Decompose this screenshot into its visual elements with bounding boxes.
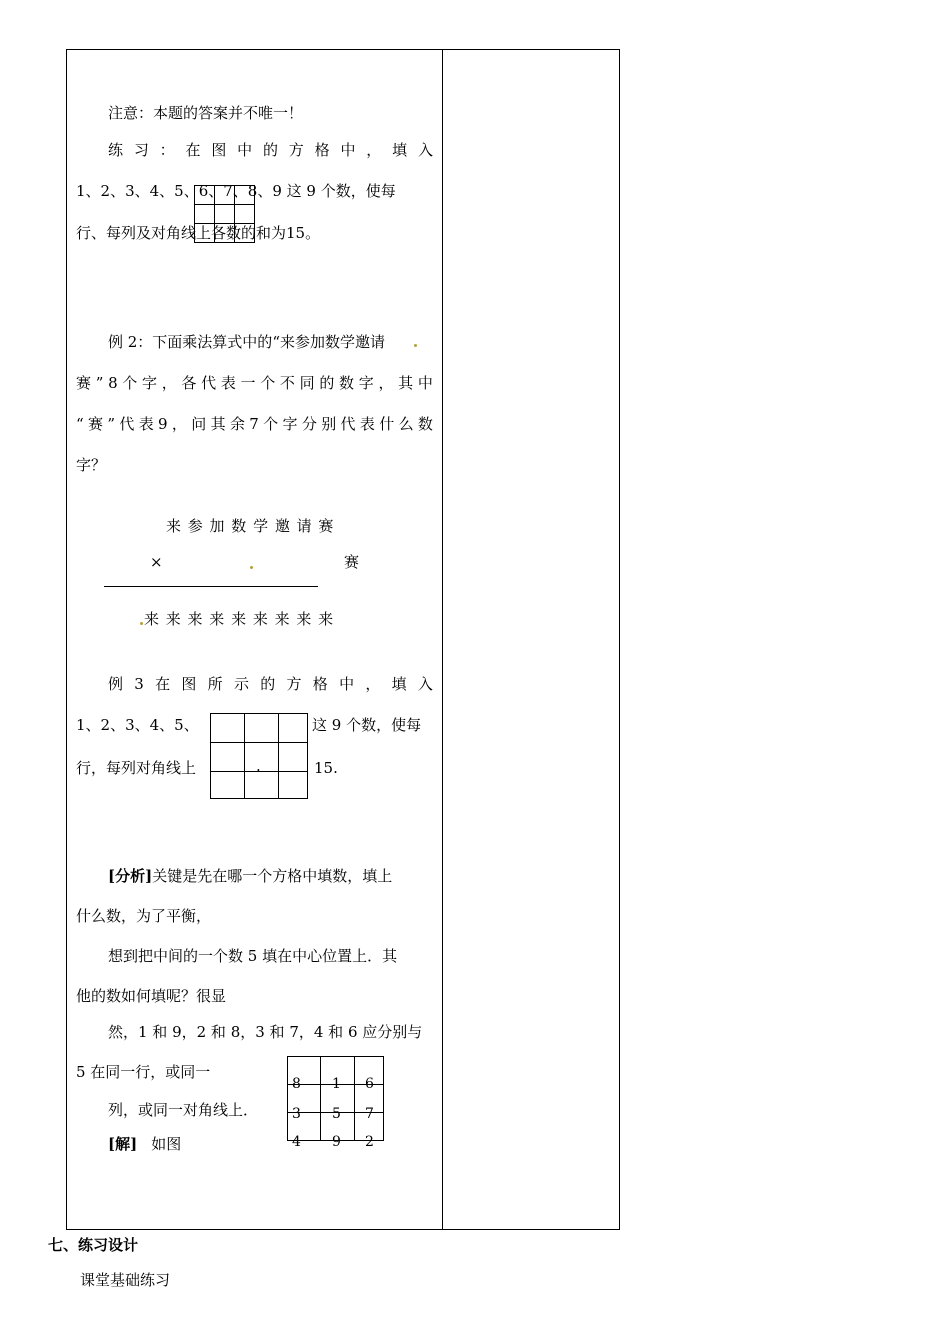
analysis-line-5: 然，1 和 9，2 和 8，3 和 7，4 和 6 应分别与	[108, 1023, 423, 1041]
example2-line-1: 例 2：下面乘法算式中的“来参加数学邀请	[108, 333, 385, 351]
equation-product: 来 来 来 来 来 来 来 来 来	[144, 610, 335, 628]
stray-mark	[414, 344, 417, 347]
example2-char: 不	[279, 374, 295, 392]
grid-dot: .	[256, 757, 261, 775]
example2-char: 代	[340, 415, 356, 433]
analysis-line-2: 什么数，为了平衡，	[76, 907, 212, 925]
magic-square-cell: 3	[292, 1106, 301, 1122]
example2-line-3	[76, 414, 433, 434]
magic-square-cell: 5	[332, 1106, 341, 1122]
example2-char: 中	[417, 374, 433, 392]
analysis-line-4: 他的数如何填呢？很显	[76, 987, 227, 1005]
example2-char: ，	[161, 374, 177, 392]
example2-char: 别	[321, 415, 337, 433]
exercise-char: 在	[185, 141, 201, 159]
example2-line-2	[76, 373, 433, 393]
example2-char: 其	[398, 374, 414, 392]
exercise-line-3: 行、每列及对角线上各数的和为15。	[76, 224, 321, 242]
exercise-char: 习	[133, 141, 149, 159]
example2-char: 什	[379, 415, 395, 433]
stray-mark	[140, 622, 143, 625]
exercise-char: 中	[237, 141, 253, 159]
example2-char: 么	[398, 415, 414, 433]
example3-char: 填	[391, 675, 407, 693]
example2-char: 一	[240, 374, 256, 392]
exercise-char: 方	[288, 141, 304, 159]
analysis-line-6: 5 在同一行，或同一	[76, 1063, 211, 1081]
stray-mark	[250, 566, 253, 569]
example2-char: 代	[201, 374, 217, 392]
example3-char: 所	[207, 675, 223, 693]
analysis-text: 关键是先在哪一个方格中填数，填上	[152, 867, 393, 885]
example2-char: 分	[301, 415, 317, 433]
analysis-line-1	[108, 866, 392, 886]
example3-line-3-right: 15.	[314, 759, 338, 777]
example2-char: 8	[108, 374, 118, 392]
example2-char: “	[76, 415, 84, 433]
example2-char: 数	[339, 374, 355, 392]
example2-char: 表	[359, 415, 375, 433]
magic-square-cell: 2	[365, 1134, 374, 1150]
magic-square-cell: 8	[292, 1076, 301, 1092]
magic-square-cell: 9	[332, 1134, 341, 1150]
example3-char: 方	[286, 675, 302, 693]
example3-char: 示	[233, 675, 249, 693]
example2-char: 字	[142, 374, 158, 392]
example2-char: 代	[119, 415, 135, 433]
example2-char: 字	[282, 415, 298, 433]
solution-line	[108, 1134, 181, 1154]
exercise-char: 练	[108, 141, 124, 159]
exercise-line-2: 1、2、3、4、5、6、7、8、9 这 9 个数，使每	[76, 182, 396, 200]
example3-char: 3	[134, 675, 144, 693]
example3-line-1	[108, 674, 433, 694]
exercise-char: 格	[314, 141, 330, 159]
example2-char: ，	[378, 374, 394, 392]
example2-char: 表	[138, 415, 154, 433]
exercise-char: ，	[366, 141, 382, 159]
analysis-tag: [分析]	[108, 867, 153, 885]
example3-char: 格	[312, 675, 328, 693]
analysis-line-7: 列，或同一对角线上．	[108, 1101, 259, 1119]
magic-square-grid	[287, 1056, 384, 1141]
example2-char: 其	[210, 415, 226, 433]
example2-char: 个	[263, 415, 279, 433]
example3-char: 中	[339, 675, 355, 693]
magic-square-cell: 6	[365, 1076, 374, 1092]
example2-char: ，	[171, 415, 187, 433]
example2-char: 个	[260, 374, 276, 392]
magic-square-cell: 4	[292, 1134, 301, 1150]
exercise-char: 入	[417, 141, 433, 159]
example3-char: ，	[365, 675, 381, 693]
equation-underline	[104, 586, 318, 587]
section7-heading: 七、练习设计	[48, 1236, 139, 1254]
example3-line-2-right: 这 9 个数，使每	[312, 716, 422, 734]
example2-char: ”	[95, 374, 104, 392]
example2-char: 字	[358, 374, 374, 392]
exercise-char: 填	[392, 141, 408, 159]
example2-char: 各	[181, 374, 197, 392]
example2-char: 个	[122, 374, 138, 392]
example2-char: 赛	[88, 415, 104, 433]
column-divider	[442, 49, 443, 1230]
analysis-line-3: 想到把中间的一个数 5 填在中心位置上．其	[108, 947, 398, 965]
example2-char: 同	[299, 374, 315, 392]
example2-char: 数	[417, 415, 433, 433]
exercise-line-1	[108, 140, 433, 160]
exercise-char: 中	[340, 141, 356, 159]
example2-char: 表	[220, 374, 236, 392]
example3-line-3-left: 行，每列对角线上	[76, 759, 197, 777]
magic-square-cell: 7	[365, 1106, 374, 1122]
example3-char: 在	[155, 675, 171, 693]
solution-text: 如图	[151, 1135, 182, 1153]
example2-line-4: 字？	[76, 456, 107, 474]
equation-multiplier: 赛	[344, 553, 360, 571]
magic-square-cell: 1	[332, 1076, 341, 1092]
example2-char: ”	[107, 415, 116, 433]
example3-char: 入	[417, 675, 433, 693]
solution-tag: [解]	[108, 1135, 138, 1153]
exercise-char: 图	[211, 141, 227, 159]
exercise-char: 的	[262, 141, 278, 159]
exercise-small-grid	[194, 185, 255, 243]
times-sign: ×	[150, 553, 163, 571]
equation-multiplicand: 来 参 加 数 学 邀 请 赛	[166, 517, 335, 535]
example3-char: 图	[181, 675, 197, 693]
example2-char: 问	[191, 415, 207, 433]
section7-subheading: 课堂基础练习	[80, 1271, 171, 1289]
example3-char: 例	[108, 675, 124, 693]
note-text: 注意：本题的答案并不唯一！	[108, 104, 304, 122]
example2-char: 的	[319, 374, 335, 392]
example2-char: 赛	[76, 374, 92, 392]
exercise-char: ：	[159, 141, 175, 159]
example2-char: 余	[229, 415, 245, 433]
example2-char: 9	[158, 415, 168, 433]
example2-char: 7	[249, 415, 259, 433]
example3-char: 的	[260, 675, 276, 693]
example3-line-2-left: 1、2、3、4、5、	[76, 716, 199, 734]
